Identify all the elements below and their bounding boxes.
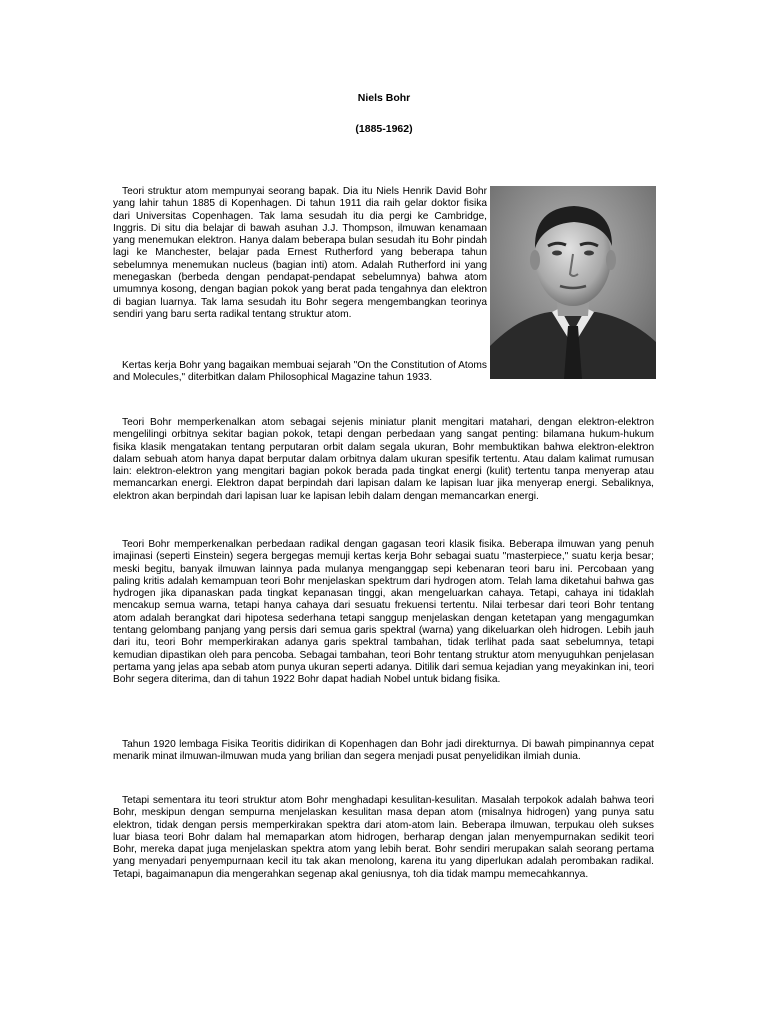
paragraph-4: Teori Bohr memperkenalkan perbedaan radikal dengan gagasan teori klasik fisika. Beberapa ilmuwan yang penuh imajinasi (seperti Einstein) segera bergegas memuji kertas kerja Bohr sebagai suatu "masterpiece," suatu kerja besar; meski begitu, banyak ilmuwan lainnya pada mulanya menganggap sepi kebenaran teori baru ini. Percobaan yang paling kritis adalah kemampuan teori Bohr menjelaskan spektrum dari hydrogen atom. Telah lama diketahui bahwa gas hydrogen jika dipanaskan pada tingkat kepanasan tinggi, akan mengeluarkan cahaya. Tetapi, cahaya ini tidaklah mencakup semua warna, tetapi hanya cahaya dari sesuatu frekuensi tertentu. Nilai terbesar dari teori Bohr tentang atom adalah berangkat dari hipotesa sederhana tetapi sanggup menjelaskan dengan ketetapan yang mengagumkan tentang gelombang panjang yang persis dari semua garis spektral (warna) yang dikeluarkan oleh hidrogen. Lebih jauh dari itu, teori Bohr memperkirakan adanya garis spektral tambahan, tidak terlihat pada saat sebelumnya, tetapi kemudian dipastikan oleh para pencoba. Sebagai tambahan, teori Bohr tentang struktur atom menyuguhkan penjelasan pertama yang jelas apa sebab atom punya ukuran seperti adanya. Ditilik dari semua kejadian yang meyakinkan ini, teori Bohr segera diterima, dan di tahun 1922 Bohr dapat hadiah Nobel untuk bidang fisika. bbox=[113, 539, 654, 686]
document-years: (1885-1962) bbox=[355, 123, 413, 135]
paragraph-1: Teori struktur atom mempunyai seorang bapak. Dia itu Niels Henrik David Bohr yang lahir tahun 1885 di Kopenhagen. Di tahun 1911 dia raih gelar doktor fisika dari Universitas Copenhagen. Tak lama sesudah itu dia pergi ke Cambridge, Inggris. Di situ dia belajar di bawah asuhan J.J. Thompson, ilmuwan kenamaan yang menemukan elektron. Hanya dalam beberapa bulan sesudah itu Bohr pindah lagi ke Manchester, belajar pada Ernest Rutherford yang beberapa tahun sebelumnya menemukan nucleus (bagian inti) atom. Adalah Rutherford ini yang menegaskan (berbeda dengan pendapat-pendapat sebelumnya) bahwa atom umumnya kosong, dengan bagian pokok yang berat pada tengahnya dan elektron di bagian luarnya. Tak lama sesudah itu Bohr segera mengembangkan teorinya sendiri yang baru serta radikal tentang struktur atom. bbox=[113, 186, 487, 320]
portrait-image bbox=[490, 186, 656, 379]
paragraph-6: Tetapi sementara itu teori struktur atom Bohr menghadapi kesulitan-kesulitan. Masalah terpokok adalah bahwa teori Bohr, meskipun dengan sempurna menjelaskan kesulitan masa depan atom (misalnya hidrogen) yang punya satu elektron, tidak dengan persis memperkirakan spektra dari atom-atom lain. Beberapa ilmuwan, terpukau oleh sukses luar biasa teori Bohr dalam hal memaparkan atom hidrogen, berharap dengan jalan menyempurnakan sedikit teori Bohr, mereka dapat juga menjelaskan spektra atom yang lebih berat. Bohr sendiri merupakan salah seorang pertama yang menyadari penyempurnaan kecil itu tak akan menolong, karena itu yang diperlukan adalah perombakan radikal. Tetapi, bagaimanapun dia mengerahkan segenap akal geniusnya, toh dia tidak mampu memecahkannya. bbox=[113, 795, 654, 880]
paragraph-5: Tahun 1920 lembaga Fisika Teoritis didirikan di Kopenhagen dan Bohr jadi direkturnya. Di bawah pimpinannya cepat menarik minat ilmuwan-ilmuwan muda yang brilian dan segera menjadi pusat penyelidikan ilmiah dunia. bbox=[113, 739, 654, 763]
paragraph-2: Kertas kerja Bohr yang bagaikan membuai sejarah "On the Constitution of Atoms and Molecules," diterbitkan dalam Philosophical Magazine tahun 1933. bbox=[113, 360, 487, 384]
document-title: Niels Bohr bbox=[357, 92, 411, 104]
portrait-photo bbox=[490, 186, 656, 379]
paragraph-3: Teori Bohr memperkenalkan atom sebagai sejenis miniatur planit mengitari matahari, dengan elektron-elektron mengelilingi orbitnya sekitar bagian pokok, tetapi dengan perbedaan yang sangat penting: bilamana hukum-hukum fisika klasik mengatakan tentang perputaran orbit dalam segala ukuran, Bohr membuktikan bahwa elektron-elektron dalam sebuah atom hanya dapat berputar dalam orbitnya dalam ukuran spesifik tertentu. Atau dalam kalimat rumusan lain: elektron-elektron yang mengitari bagian pokok berada pada tingkat energi (kulit) tertentu tanpa menyerap atau memancarkan energi. Elektron dapat berpindah dari lapisan dalam ke lapisan luar jika menyerap energi. Sebaliknya, elektron akan berpindah dari lapisan luar ke lapisan lebih dalam dengan memancarkan energi. bbox=[113, 417, 654, 502]
